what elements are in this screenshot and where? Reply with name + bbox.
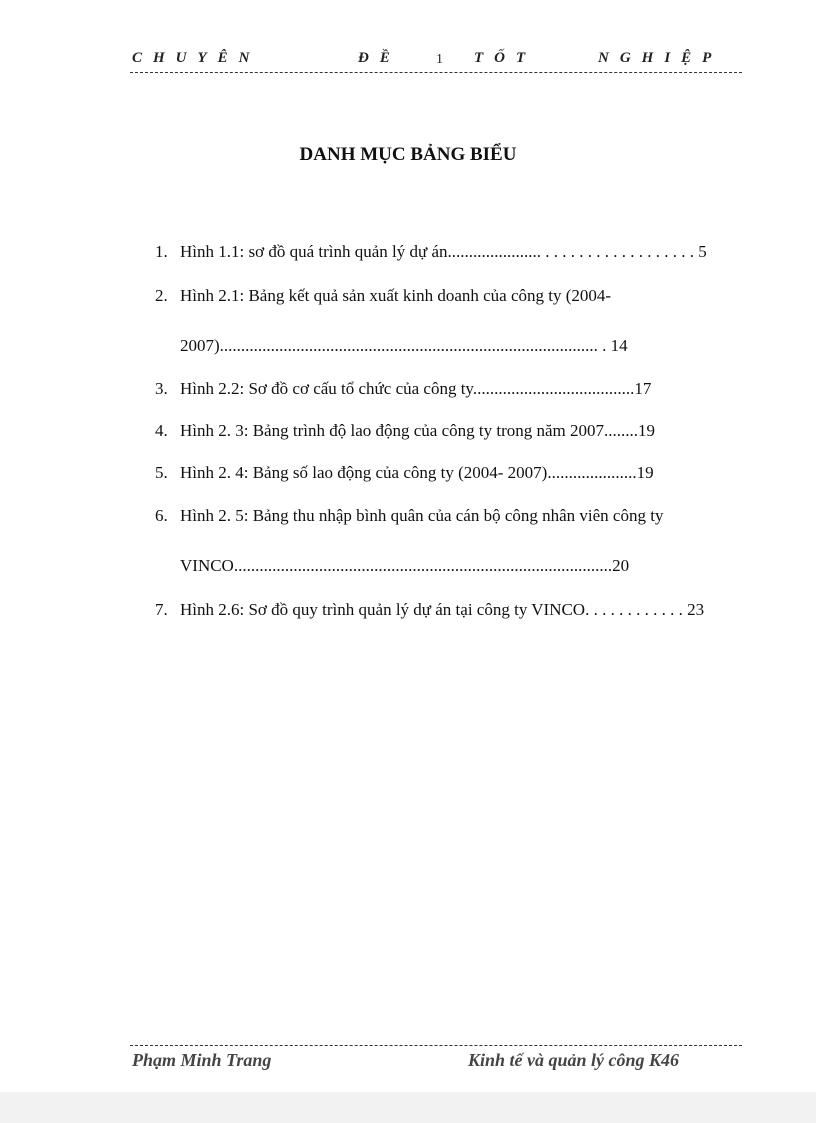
- toc-item-number: 4.: [155, 421, 168, 440]
- toc-item-text: Hình 2. 4: Bảng số lao động của công ty (2004- 2007).....................19: [180, 463, 654, 482]
- toc-item-5: [155, 462, 740, 484]
- header-word-chuyen: CHUYÊN: [132, 50, 261, 66]
- page-title: DANH MỤC BẢNG BIỂU: [299, 144, 517, 165]
- toc-item-4: [155, 420, 740, 442]
- toc-item-3: [155, 378, 740, 400]
- page-header: [130, 50, 742, 73]
- toc-item-text: Hình 2.1: Bảng kết quả sản xuất kinh doanh của công ty (2004-2007)......................................................................................... . 14: [180, 286, 628, 355]
- header-page-number: 1: [436, 52, 443, 67]
- toc-item-7: [155, 585, 740, 635]
- footer-divider: [130, 1045, 742, 1046]
- toc-item-number: 5.: [155, 463, 168, 482]
- table-of-figures: [155, 240, 740, 642]
- header-word-tot: TỐT: [474, 50, 537, 66]
- toc-item-number: 7.: [155, 600, 168, 619]
- toc-item-number: 6.: [155, 506, 168, 525]
- toc-item-text: Hình 1.1: sơ đồ quá trình quản lý dự án...................... . . . . . . . . . . . . . . . . . . 5: [180, 242, 707, 261]
- toc-item-text: Hình 2. 5: Bảng thu nhập bình quân của cán bộ công nhân viên công ty VINCO.........................................................................................20: [180, 506, 664, 575]
- toc-item-number: 2.: [155, 286, 168, 305]
- toc-item-1: [155, 227, 740, 277]
- toc-item-6: [155, 491, 740, 591]
- footer-course: Kinh tế và quản lý công K46: [468, 1050, 680, 1070]
- header-word-de: ĐỀ: [358, 50, 401, 66]
- footer-author: Phạm Minh Trang: [132, 1050, 272, 1070]
- toc-item-text: Hình 2. 3: Bảng trình độ lao động của công ty trong năm 2007........19: [180, 421, 655, 440]
- toc-item-text: Hình 2.2: Sơ đồ cơ cấu tổ chức của công ty......................................17: [180, 379, 652, 398]
- toc-item-2: [155, 271, 740, 371]
- toc-item-text: Hình 2.6: Sơ đồ quy trình quản lý dự án tại công ty VINCO. . . . . . . . . . . . 23: [180, 600, 705, 619]
- toc-item-number: 1.: [155, 242, 168, 261]
- header-word-nghiep: NGHIỆP: [598, 50, 723, 66]
- toc-item-number: 3.: [155, 379, 168, 398]
